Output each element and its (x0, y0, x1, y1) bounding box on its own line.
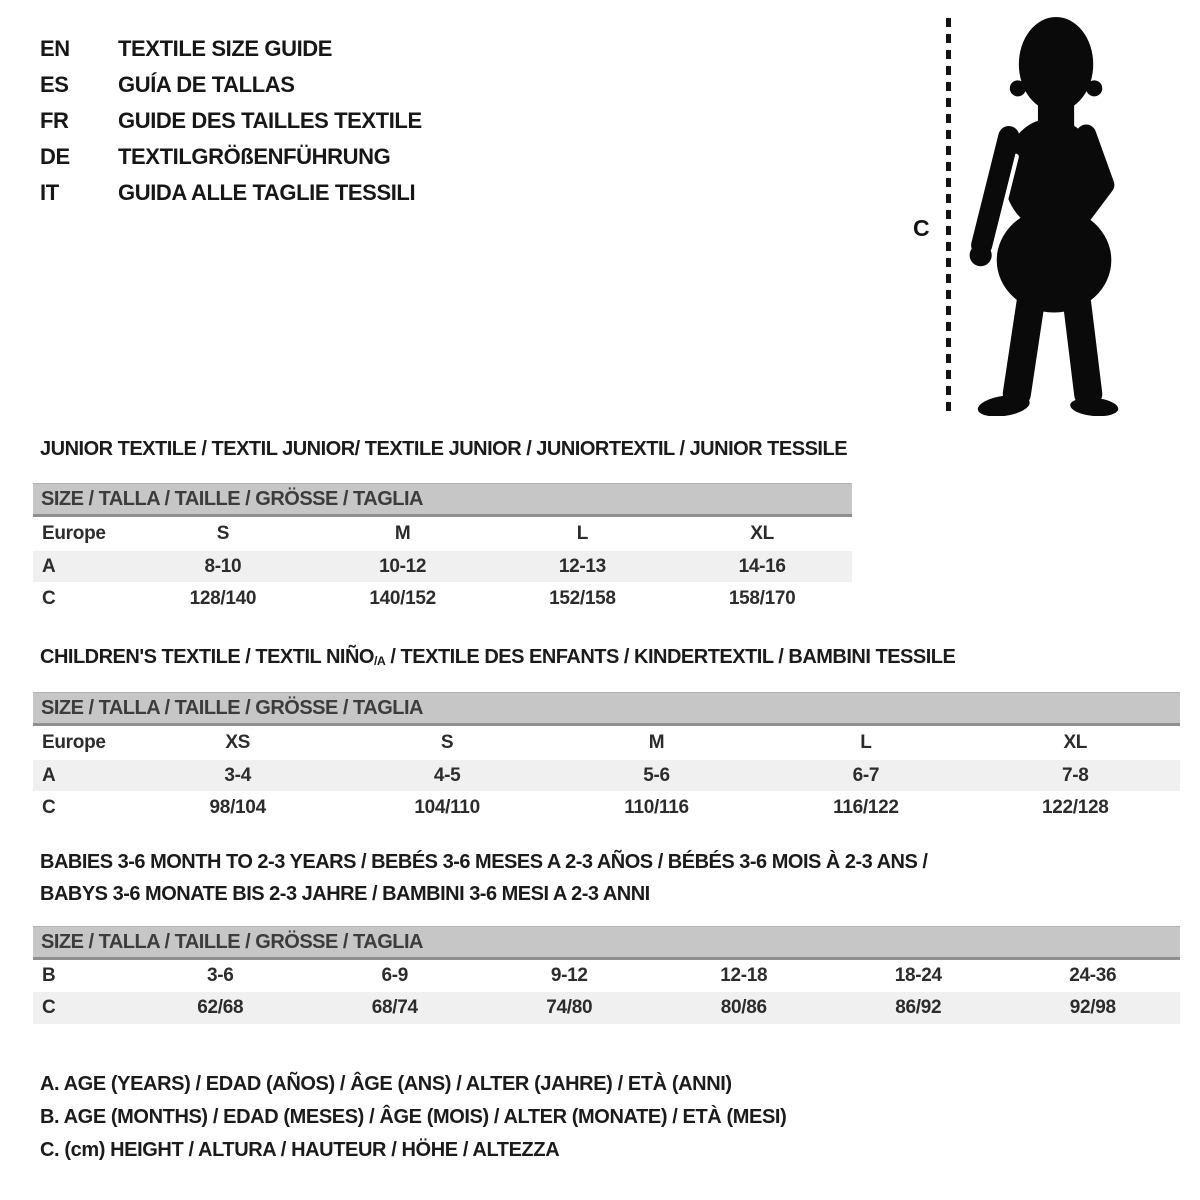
table-row (33, 582, 852, 616)
title-text: / TEXTILE DES ENFANTS / KINDERTEXTIL / BAMBINI TESSILE (385, 646, 956, 668)
junior-section-title: JUNIOR TEXTILE / TEXTIL JUNIOR/ TEXTILE JUNIOR / JUNIORTEXTIL / JUNIOR TESSILE (40, 438, 848, 460)
children-textile-section (33, 645, 1180, 825)
babies-size-header: SIZE / TALLA / TAILLE / GRÖSSE / TAGLIA (33, 926, 1180, 960)
row-label: C (42, 797, 56, 818)
row-label: A (42, 555, 56, 577)
age-months-cell: 9-12 (550, 965, 588, 986)
age-cell: 6-7 (852, 764, 880, 786)
language-title: TEXTILGRÖßENFÜHRUNG (118, 144, 391, 169)
table-row (33, 992, 1180, 1024)
language-title: TEXTILE SIZE GUIDE (118, 36, 333, 61)
language-title: GUIDA ALLE TAGLIE TESSILI (118, 180, 416, 205)
height-cell: 152/158 (549, 588, 616, 609)
row-label: A (42, 764, 56, 786)
legend-line-c: C. (cm) HEIGHT / ALTURA / HAUTEUR / HÖHE / ALTEZZA (40, 1139, 560, 1161)
legend-block (40, 1068, 786, 1167)
height-cell: 104/110 (414, 797, 480, 818)
junior-size-header: SIZE / TALLA / TAILLE / GRÖSSE / TAGLIA (33, 483, 852, 517)
age-cell: 5-6 (643, 764, 670, 786)
age-cell: 7-8 (1062, 764, 1089, 786)
babies-section-title-line1: BABIES 3-6 MONTH TO 2-3 YEARS / BEBÉS 3-6 MESES A 2-3 AÑOS / BÉBÉS 3-6 MOIS À 2-3 ANS / (40, 851, 928, 873)
height-measure-label: C (913, 215, 930, 241)
height-cell: 98/104 (209, 797, 266, 818)
row-label: Europe (42, 732, 106, 753)
height-cell: 140/152 (369, 588, 436, 609)
age-cell: 12-13 (558, 555, 606, 577)
age-cell: 4-5 (433, 764, 461, 786)
table-row (33, 517, 852, 551)
children-section-title (33, 645, 1180, 671)
age-months-cell: 6-9 (381, 965, 409, 986)
title-text: CHILDREN'S TEXTILE / TEXTIL NIÑO (40, 646, 374, 668)
language-code: DE (40, 144, 70, 169)
height-cell: 158/170 (728, 588, 796, 609)
row-label: B (42, 965, 56, 986)
row-label: C (42, 997, 56, 1018)
language-code: EN (40, 36, 70, 61)
table-row (33, 760, 1180, 791)
height-cell: 92/98 (1069, 997, 1116, 1018)
height-cell: 68/74 (371, 997, 418, 1018)
language-code: FR (40, 108, 69, 133)
toddler-silhouette-icon (963, 14, 1135, 416)
size-cell: M (394, 523, 411, 544)
age-cell: 10-12 (379, 555, 427, 577)
size-cell: XL (1063, 732, 1088, 753)
row-label: Europe (42, 523, 106, 544)
height-cell: 86/92 (895, 997, 942, 1018)
size-cell: L (860, 732, 872, 753)
age-cell: 3-4 (224, 764, 251, 786)
age-months-cell: 18-24 (894, 965, 942, 986)
size-cell: S (440, 732, 454, 753)
babies-textile-section (33, 846, 1180, 1024)
age-months-cell: 12-18 (720, 965, 768, 986)
height-cell: 122/128 (1041, 797, 1109, 818)
size-cell: XL (750, 523, 774, 544)
junior-textile-section (33, 437, 852, 616)
size-cell: S (216, 523, 230, 544)
language-code: IT (40, 180, 59, 205)
language-code: ES (40, 72, 69, 97)
language-row (40, 139, 422, 175)
language-title: GUIDE DES TAILLES TEXTILE (118, 108, 422, 133)
language-title: GUÍA DE TALLAS (118, 72, 295, 97)
height-cell: 116/122 (833, 797, 899, 818)
table-row (33, 551, 852, 582)
children-size-header: SIZE / TALLA / TAILLE / GRÖSSE / TAGLIA (33, 692, 1180, 726)
language-row (40, 175, 422, 211)
language-row (40, 103, 422, 139)
age-months-cell: 24-36 (1069, 965, 1117, 986)
height-cell: 80/86 (720, 997, 767, 1018)
height-cell: 110/116 (624, 797, 689, 818)
language-row (40, 31, 422, 67)
legend-line-b: B. AGE (MONTHS) / EDAD (MESES) / ÂGE (MOIS) / ALTER (MONATE) / ETÀ (MESI) (40, 1106, 787, 1128)
height-cell: 62/68 (197, 997, 244, 1018)
height-cell: 128/140 (189, 588, 257, 609)
title-subscript: /A (373, 654, 386, 668)
legend-line-a: A. AGE (YEARS) / EDAD (AÑOS) / ÂGE (ANS) / ALTER (JAHRE) / ETÀ (ANNI) (40, 1073, 732, 1095)
table-row (33, 726, 1180, 760)
height-measure-dashed-line (946, 18, 951, 415)
language-title-block (40, 31, 422, 211)
age-months-cell: 3-6 (206, 965, 234, 986)
babies-section-title-line2: BABYS 3-6 MONATE BIS 2-3 JAHRE / BAMBINI 3-6 MESI A 2-3 ANNI (40, 883, 650, 905)
size-cell: L (576, 523, 589, 544)
size-cell: M (648, 732, 665, 753)
row-label: C (42, 588, 56, 609)
age-cell: 8-10 (204, 555, 242, 577)
table-row (33, 791, 1180, 825)
size-cell: XS (225, 732, 251, 753)
language-row (40, 67, 422, 103)
height-cell: 74/80 (546, 997, 593, 1018)
age-cell: 14-16 (738, 555, 786, 577)
table-row (33, 960, 1180, 992)
